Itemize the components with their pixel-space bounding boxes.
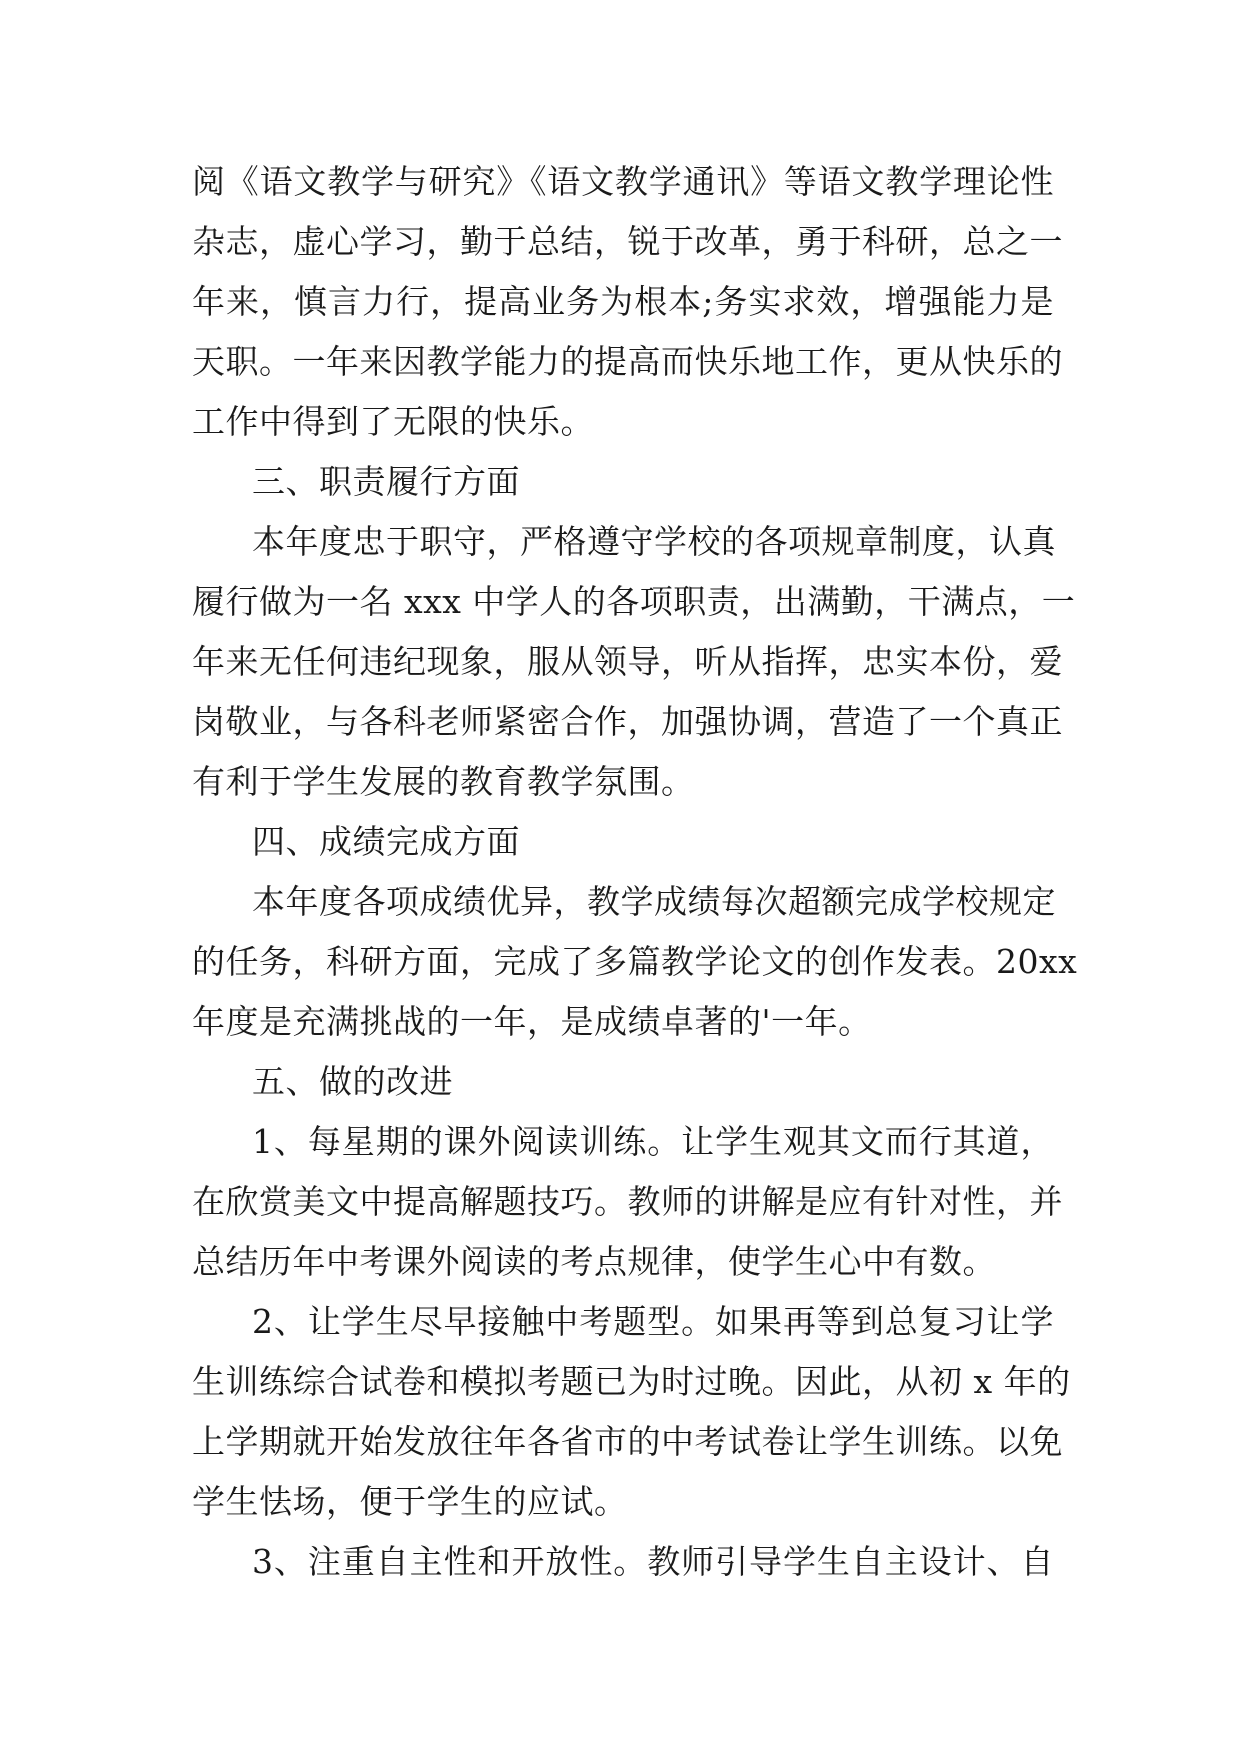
section-heading: 五、做的改进 [252,1062,453,1101]
document-body [192,152,1078,1592]
section-heading: 四、成绩完成方面 [252,822,520,861]
paragraph-line: 天职。一年来因教学能力的提高而快乐地工作，更从快乐的 [192,342,1063,381]
paragraph-line: 2、让学生尽早接触中考题型。如果再等到总复习让学 [252,1302,1054,1341]
paragraph-line: 的任务，科研方面，完成了多篇教学论文的创作发表。20xx [192,942,1078,981]
section-heading: 三、职责履行方面 [252,462,520,501]
paragraph-line: 杂志，虚心学习，勤于总结，锐于改革，勇于科研，总之一 [192,222,1063,261]
paragraph-line: 1、每星期的课外阅读训练。让学生观其文而行其道， [252,1122,1054,1161]
paragraph-line: 在欣赏美文中提高解题技巧。教师的讲解是应有针对性，并 [192,1182,1063,1221]
paragraph-line: 岗敬业，与各科老师紧密合作，加强协调，营造了一个真正 [192,702,1063,741]
paragraph-line: 工作中得到了无限的快乐。 [192,402,594,441]
paragraph-line: 年度是充满挑战的一年，是成绩卓著的'一年。 [192,1002,872,1041]
paragraph-line: 学生怯场，便于学生的应试。 [192,1482,628,1521]
paragraph-line: 3、注重自主性和开放性。教师引导学生自主设计、自 [252,1542,1054,1581]
paragraph-line: 年来无任何违纪现象，服从领导，听从指挥，忠实本份，爱 [192,642,1063,681]
paragraph-line: 总结历年中考课外阅读的考点规律，使学生心中有数。 [192,1242,996,1281]
paragraph-line: 阅《语文教学与研究》《语文教学通讯》等语文教学理论性 [192,162,1054,201]
paragraph-line: 履行做为一名 xxx 中学人的各项职责，出满勤，干满点，一 [192,582,1076,621]
paragraph-line: 生训练综合试卷和模拟考题已为时过晚。因此，从初 x 年的 [192,1362,1071,1401]
paragraph-line: 本年度忠于职守，严格遵守学校的各项规章制度，认真 [252,522,1056,561]
paragraph-line: 年来，慎言力行，提高业务为根本;务实求效，增强能力是 [192,282,1054,321]
paragraph-line: 上学期就开始发放往年各省市的中考试卷让学生训练。以免 [192,1422,1063,1461]
paragraph-line: 有利于学生发展的教育教学氛围。 [192,762,695,801]
paragraph-line: 本年度各项成绩优异，教学成绩每次超额完成学校规定 [252,882,1056,921]
